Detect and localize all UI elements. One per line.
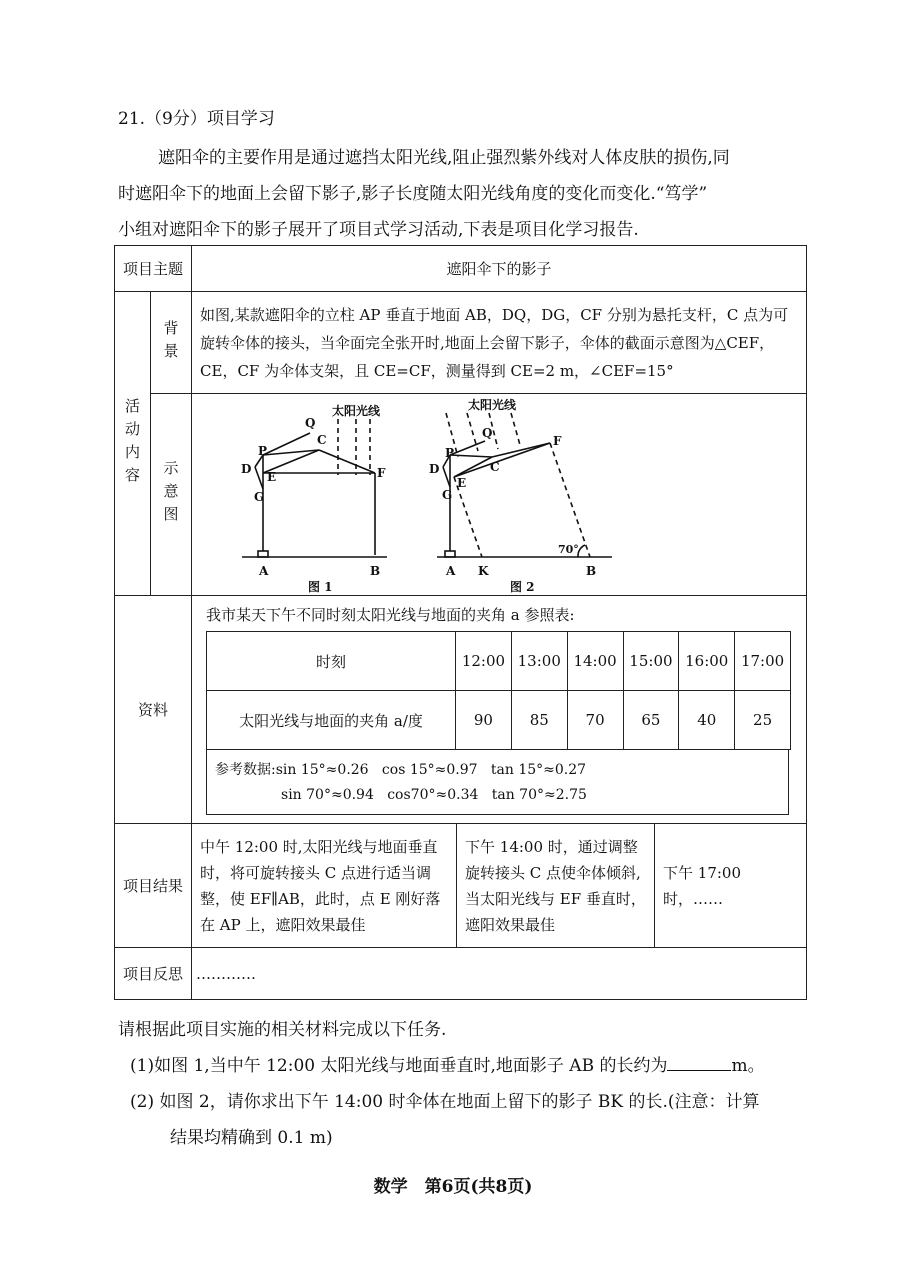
angle-cell: 40: [679, 691, 735, 750]
question-title: 21.（9分）项目学习: [118, 109, 275, 129]
fig2-label-q: Q: [482, 425, 493, 440]
reference-data: [206, 750, 789, 815]
fig2-label-a: A: [446, 563, 456, 578]
angle-cell: 65: [623, 691, 679, 750]
task-1-unit: m。: [731, 1056, 765, 1076]
fig1-label-b: B: [370, 563, 381, 578]
fig2-sun-label: 太阳光线: [468, 397, 517, 412]
diagram-label: 示意图: [161, 460, 180, 529]
fig2-label-g: G: [442, 487, 453, 502]
fig1-label-g: G: [254, 489, 265, 504]
question-intro: [118, 140, 808, 248]
background-label: 背景: [161, 319, 180, 366]
time-cell: 14:00: [567, 632, 623, 691]
activity-label-cell: [115, 292, 151, 596]
report-table: [114, 245, 807, 1000]
result-14: 下午 14:00 时，通过调整旋转接头 C 点使伞体倾斜,当太阳光线与 EF 垂直时，遮阳效果最佳: [457, 824, 655, 948]
reflect-label: 项目反思: [115, 948, 192, 1000]
angle-cell: 85: [511, 691, 567, 750]
diagram-label-cell: [151, 394, 192, 596]
angle-header: 太阳光线与地面的夹角 a/度: [207, 691, 456, 750]
page-footer: 数学 第6页(共8页): [373, 1177, 533, 1197]
fig2-label-b: B: [586, 563, 597, 578]
fig1-caption: 图 1: [308, 579, 333, 594]
data-intro: 我市某天下午不同时刻太阳光线与地面的夹角 a 参照表:: [206, 606, 575, 624]
intro-line-3: 小组对遮阳伞下的影子展开了项目式学习活动,下表是项目化学习报告.: [118, 220, 639, 240]
fig2-label-k: K: [478, 563, 489, 578]
fig1-label-c: C: [317, 432, 327, 447]
result-noon: 中午 12:00 时,太阳光线与地面垂直时，将可旋转接头 C 点进行适当调整，使 EF∥AB，此时，点 E 刚好落在 AP 上，遮阳效果最佳: [192, 824, 457, 948]
fig2-label-p: P: [445, 445, 455, 460]
fig1-label-a: A: [259, 563, 269, 578]
intro-line-1: 遮阳伞的主要作用是通过遮挡太阳光线,阻止强烈紫外线对人体皮肤的损伤,同: [158, 148, 730, 168]
task-1: [118, 1048, 818, 1084]
task-2-line-1: (2) 如图 2，请你求出下午 14:00 时伞体在地面上留下的影子 BK 的长.(注意：计算: [130, 1092, 760, 1112]
fig2-label-d: D: [429, 461, 440, 476]
result-label: 项目结果: [115, 824, 192, 948]
task-2-line-2: 结果均精确到 0.1 m): [170, 1128, 333, 1148]
fig1-label-f: F: [377, 465, 386, 480]
intro-line-2: 时遮阳伞下的地面上会留下影子,影子长度随太阳光线角度的变化而变化.“笃学”: [118, 184, 708, 204]
activity-label: 活动内容: [123, 397, 141, 490]
data-label: 资料: [115, 596, 192, 824]
fig1-label-p: P: [258, 443, 268, 458]
time-cell: 13:00: [511, 632, 567, 691]
angle-cell: 70: [567, 691, 623, 750]
fig1-label-d: D: [241, 461, 252, 476]
reference-table: [206, 631, 791, 750]
fig1-label-e: E: [267, 469, 277, 484]
fig2-label-f: F: [553, 433, 562, 448]
result-17: 下午 17:00 时，……: [655, 824, 807, 948]
time-cell: 17:00: [735, 632, 791, 691]
diagram-cell: [192, 394, 807, 596]
data-cell: [192, 596, 807, 824]
background-text: 如图,某款遮阳伞的立柱 AP 垂直于地面 AB，DQ，DG，CF 分别为悬托支杆，C 点为可旋转伞体的接头，当伞面完全张开时,地面上会留下影子，伞体的截面示意图为△CEF，CE，CF 为伞体支架，且 CE=CF，测量得到 CE=2 m，∠CEF=15°: [192, 292, 807, 394]
angle-cell: 90: [456, 691, 512, 750]
tasks-lead: 请根据此项目实施的相关材料完成以下任务.: [118, 1020, 447, 1040]
answer-blank[interactable]: [667, 1052, 731, 1071]
ref-line-1: 参考数据:sin 15°≈0.26 cos 15°≈0.97 tan 15°≈0.27: [215, 762, 587, 778]
fig2-angle-label: 70°: [558, 542, 579, 556]
theme-value: 遮阳伞下的影子: [192, 246, 807, 292]
tasks: [118, 1012, 818, 1156]
fig2-label-e: E: [457, 475, 467, 490]
time-cell: 15:00: [623, 632, 679, 691]
time-cell: 12:00: [456, 632, 512, 691]
reflect-value: …………: [192, 948, 807, 1000]
fig1-label-q: Q: [305, 415, 316, 430]
figure-1: [242, 419, 387, 557]
theme-label: 项目主题: [115, 246, 192, 292]
time-cell: 16:00: [679, 632, 735, 691]
fig2-caption: 图 2: [510, 579, 535, 594]
ref-line-2: sin 70°≈0.94 cos70°≈0.34 tan 70°≈2.75: [281, 787, 587, 803]
time-header: 时刻: [207, 632, 456, 691]
background-label-cell: [151, 292, 192, 394]
fig2-label-c: C: [490, 459, 500, 474]
umbrella-figures: [192, 395, 804, 595]
task-1-text: (1)如图 1,当中午 12:00 太阳光线与地面垂直时,地面影子 AB 的长约为: [130, 1056, 668, 1076]
fig1-sun-label: 太阳光线: [332, 403, 381, 418]
angle-cell: 25: [735, 691, 791, 750]
